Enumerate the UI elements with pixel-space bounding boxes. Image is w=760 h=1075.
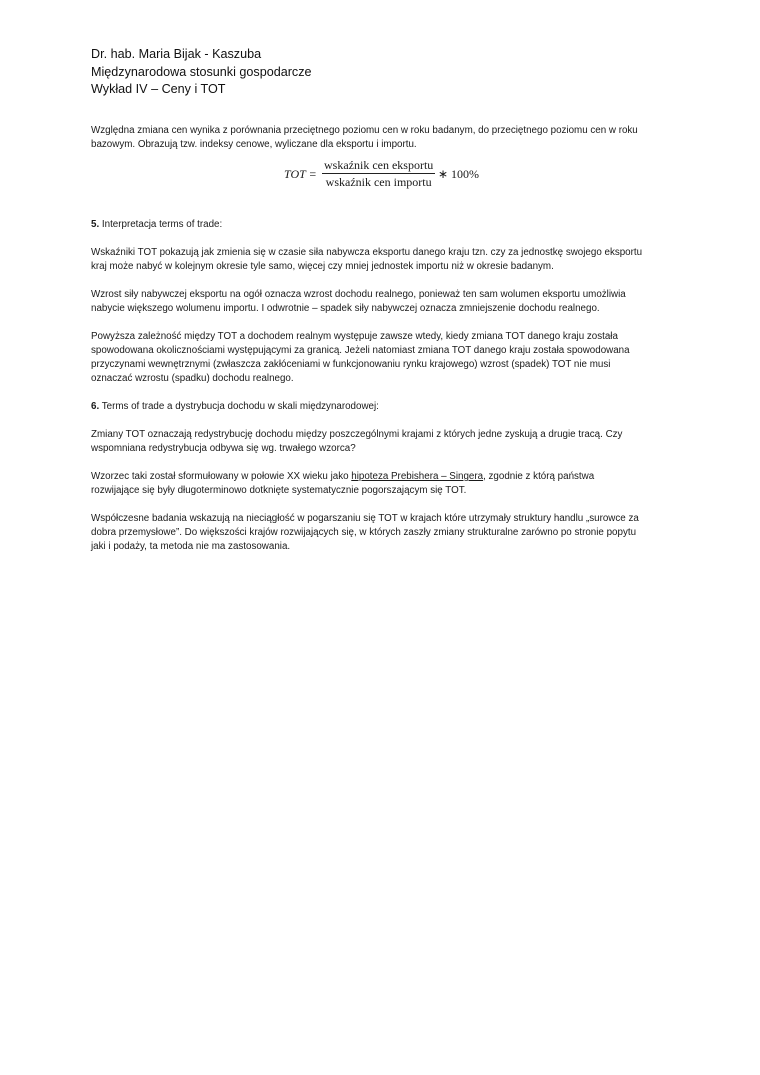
section-5-title: Interpretacja terms of trade: xyxy=(99,219,223,230)
text-line: rozwijające się były długoterminowo dotknięte systematycznie pogorszającym się TOT. xyxy=(91,485,467,496)
section-5-paragraph-3 xyxy=(91,330,670,386)
text-line: Wzrost siły nabywczej eksportu na ogół oznacza wzrost dochodu realnego, ponieważ ten sam wolumen eksportu umożliwia xyxy=(91,289,626,300)
text-line: dobra przemysłowe”. Do większości krajów rozwijających się, w których zaszły zmiany strukturalne zarówno po stronie popytu xyxy=(91,527,637,538)
text-line: przyczynami wewnętrznymi (zwłaszcza zakłóceniami w funkcjonowaniu rynku krajowego) wzrost (spadek) TOT nie musi xyxy=(91,359,611,370)
formula-numerator: wskaźnik cen eksportu xyxy=(324,158,434,172)
intro-line-2: bazowym. Obrazują tzw. indeksy cenowe, wyliczane dla eksportu i importu. xyxy=(91,139,417,150)
text-line: Wskaźniki TOT pokazują jak zmienia się w czasie siła nabywcza eksportu danego kraju tzn. czy za jednostkę swojego eksportu xyxy=(91,247,643,258)
text-line: jaki i podaży, ta metoda nie ma zastosowania. xyxy=(91,541,291,552)
document-body xyxy=(91,124,670,554)
formula-rhs: ∗ 100% xyxy=(438,167,480,181)
formula-fraction xyxy=(322,158,435,190)
section-6-paragraph-1 xyxy=(91,428,670,456)
section-5-heading xyxy=(91,218,670,232)
section-6-paragraph-3 xyxy=(91,512,670,554)
formula-lhs: TOT = xyxy=(284,167,317,181)
text-line: , zgodnie z którą państwa xyxy=(483,471,595,482)
course-title: Międzynarodowa stosunki gospodarcze xyxy=(91,64,312,79)
intro-paragraph xyxy=(91,124,670,152)
text-line: wspomniana redystrybucja odbywa się wg. trwałego wzorca? xyxy=(91,443,356,454)
section-5-paragraph-1 xyxy=(91,246,670,274)
text-line: Wzorzec taki został sformułowany w połowie XX wieku jako xyxy=(91,471,352,482)
text-line: oznaczać wzrostu (spadku) dochodu realnego. xyxy=(91,373,294,384)
intro-line-1: Względna zmiana cen wynika z porównania przeciętnego poziomu cen w roku badanym, do przeciętnego poziomu cen w roku xyxy=(91,125,638,136)
section-6-heading xyxy=(91,400,670,414)
text-line: Zmiany TOT oznaczają redystrybucję dochodu między poszczególnymi krajami z których jedne zyskują a drugie tracą. Czy xyxy=(91,429,623,440)
text-line: Powyższa zależność między TOT a dochodem realnym występuje zawsze wtedy, kiedy zmiana TOT danego kraju została xyxy=(91,331,618,342)
hypothesis-link[interactable]: hipoteza Prebishera – Singera xyxy=(351,471,484,482)
section-6-paragraph-2 xyxy=(91,470,670,498)
section-5-number: 5. xyxy=(91,219,100,230)
section-5-paragraph-2 xyxy=(91,288,670,316)
text-line: kraj może nabyć w kolejnym okresie tyle samo, więcej czy mniej jednostek importu niż w okresie badanym. xyxy=(91,261,554,272)
section-6-title: Terms of trade a dystrybucja dochodu w skali międzynarodowej: xyxy=(99,401,379,412)
text-line: nabycie większego wolumenu importu. I odwrotnie – spadek siły nabywczej oznacza zmniejszenie dochodu realnego. xyxy=(91,303,600,314)
text-line: Współczesne badania wskazują na nieciągłość w pogarszaniu się TOT w krajach które utrzymały struktury handlu „surowce za xyxy=(91,513,639,524)
section-6-number: 6. xyxy=(91,401,100,412)
document-header xyxy=(91,46,312,99)
text-line: spowodowana okolicznościami występującymi za granicą. Jeżeli natomiast zmiana TOT danego kraju została spowodowana xyxy=(91,345,630,356)
formula-denominator: wskaźnik cen importu xyxy=(325,175,432,189)
lecture-title: Wykład IV – Ceny i TOT xyxy=(91,82,226,96)
tot-formula xyxy=(91,158,670,204)
author-name: Dr. hab. Maria Bijak - Kaszuba xyxy=(91,47,262,61)
